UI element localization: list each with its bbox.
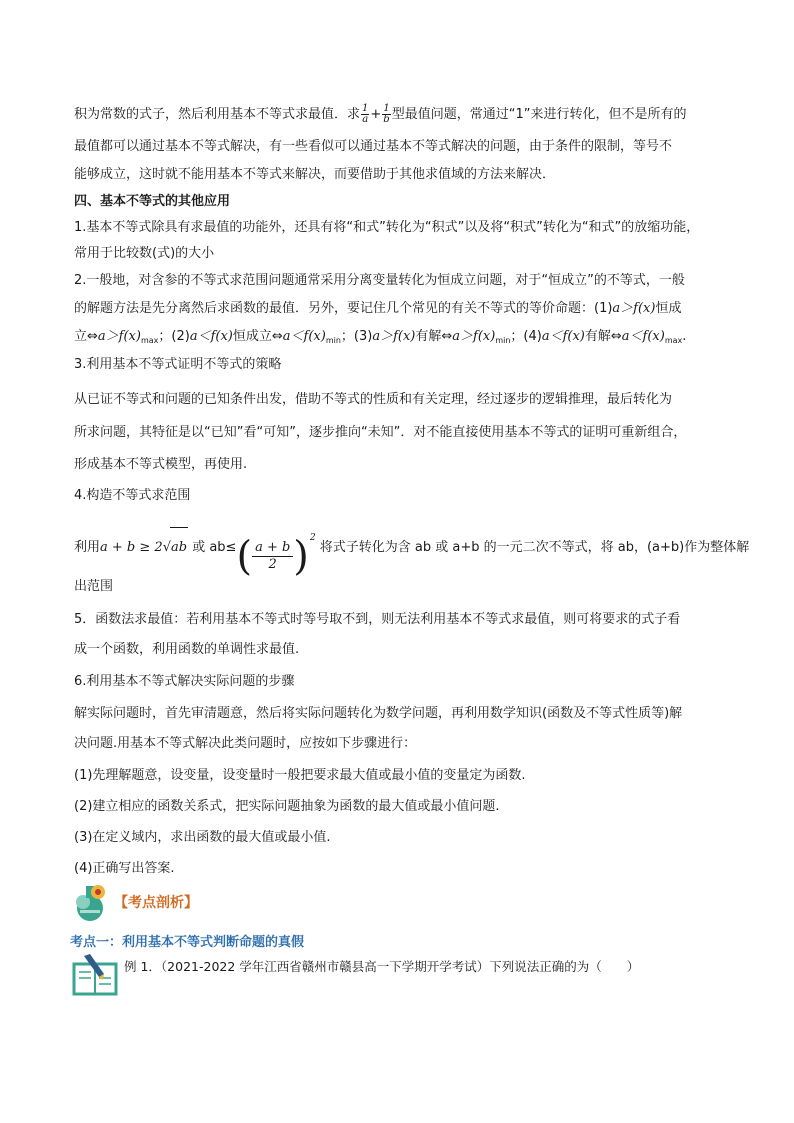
p4-line-2: 出范围 (74, 579, 114, 594)
math-expr: a＞f(x) (612, 301, 656, 316)
subscript: min (325, 336, 341, 345)
math-expr: a＞f(x) (452, 329, 496, 344)
p4-text: 利用 (74, 540, 101, 555)
kaodian-tag: 【考点剖析】 (114, 895, 198, 911)
p2-text: 立⇔ (74, 329, 98, 344)
frac-num: a + b (252, 540, 293, 557)
intro-line-3: 能够成立，这时就不能用基本不等式来解决，而要借助于其他求值域的方法来解决． (74, 167, 556, 182)
intro-line-2: 最值都可以通过基本不等式解决，有一些看似可以通过基本不等式解决的问题，由于条件的限制，等号不 (74, 139, 673, 154)
p2-text: 有解⇔ (415, 329, 453, 344)
p4-title: 4.构造不等式求范围 (74, 488, 191, 503)
frac-den: 2 (268, 557, 277, 572)
subscript: max (664, 336, 683, 345)
p6-line-2: 决问题.用基本不等式解决此类问题时，应按如下步骤进行： (74, 736, 417, 751)
p2-text: 的解题方法是先分离然后求函数的最值．另外，要记住几个常见的有关不等式的等价命题：(1) (74, 301, 613, 316)
fraction-1-over-b (382, 104, 390, 125)
p5-line-2: 成一个函数，利用函数的单调性求最值. (74, 642, 300, 657)
p6-title: 6.利用基本不等式解决实际问题的步骤 (74, 674, 295, 689)
right-paren-icon: ) (293, 533, 309, 580)
p2-line-3 (74, 328, 686, 350)
subscript: max (140, 336, 159, 345)
p3-title: 3.利用基本不等式证明不等式的策略 (74, 357, 282, 372)
p2-text: ；(4) (510, 329, 542, 344)
p3-line-2: 所求问题，其特征是以“已知”看“可知”，逐步推向“未知”．对不能直接使用基本不等式的证明可重新组合， (74, 425, 687, 440)
subscript: min (495, 336, 511, 345)
p2-text: 有解⇔ (584, 329, 622, 344)
section-4-title: 四、基本不等式的其他应用 (74, 194, 231, 209)
p3-line-1: 从已证不等式和问题的已知条件出发，借助不等式的性质和有关定理，经过逐步的逻辑推理，最后转化为 (74, 392, 673, 407)
p5-line-1: 5．函数法求最值：若利用基本不等式时等号取不到，则无法利用基本不等式求最值，则可将要求的式子看 (74, 612, 681, 627)
p2-line-1: 2.一般地，对含参的不等式求范围问题通常采用分离变量转化为恒成立问题，对于“恒成立”的不等式，一般 (74, 273, 685, 288)
p2-text: ；(3) (340, 329, 373, 344)
plus-sign: + (370, 107, 382, 122)
fraction (252, 540, 293, 573)
squared-fraction (236, 518, 316, 580)
p2-text: 恒成立⇔ (232, 329, 283, 344)
step-2: (2)建立相应的函数关系式，把实际问题抽象为函数的最大值或最小值问题. (74, 799, 500, 814)
math-expr: a＜f(x) (541, 329, 585, 344)
p4-text: 将式子转化为含 ab 或 a+b 的一元二次不等式，将 ab，(a+b)作为整体解 (319, 540, 750, 555)
book-pen-icon (72, 952, 118, 996)
frac-den: b (383, 114, 390, 125)
math-expr: a＜f(x) (189, 329, 233, 344)
fraction-1-over-a (361, 104, 369, 125)
p1-line-2: 常用于比较数(式)的大小 (74, 246, 215, 261)
math-expr: a＞f(x) (97, 329, 141, 344)
sqrt-icon: √ (162, 540, 171, 555)
step-3: (3)在定义域内，求出函数的最大值或最小值. (74, 830, 331, 845)
math-expr: a + b ≥ 2 (100, 540, 163, 555)
p2-text: ；(2) (158, 329, 190, 344)
p6-line-1: 解实际问题时，首先审清题意，然后将实际问题转化为数学问题，再利用数学知识(函数及不等式性质等)解 (74, 706, 683, 721)
intro-text-a: 积为常数的式子，然后利用基本不等式求最值．求 (74, 107, 361, 122)
exponent: 2 (309, 533, 316, 543)
frac-den: a (362, 114, 369, 125)
left-paren-icon: ( (236, 533, 253, 580)
p4-text: 或 ab≤ (192, 540, 237, 555)
p1-line-1: 1.基本不等式除具有求最值的功能外，还具有将“和式”转化为“积式”以及将“积式”转化为“和式”的放缩功能， (74, 220, 700, 235)
intro-line-1 (74, 104, 686, 125)
example-1: 例 1．（2021-2022 学年江西省赣州市赣县高一下学期开学考试）下列说法正确的为（ ） (124, 959, 640, 974)
intro-text-b: 型最值问题，常通过“1”来进行转化，但不是所有的 (391, 107, 687, 122)
p2-line-2 (74, 300, 681, 318)
p2-text: 恒成 (655, 301, 682, 316)
frac-num: 1 (383, 103, 390, 114)
frac-num: 1 (362, 103, 369, 114)
math-expr: a＞f(x) (372, 329, 416, 344)
flask-icon (70, 880, 110, 922)
p2-text: . (682, 329, 687, 344)
math-expr: a＜f(x) (282, 329, 326, 344)
p3-line-3: 形成基本不等式模型，再使用. (74, 457, 248, 472)
point-1-heading: 考点一：利用基本不等式判断命题的真假 (70, 935, 305, 950)
step-1: (1)先理解题意，设变量，设变量时一般把要求最大值或最小值的变量定为函数. (74, 768, 526, 783)
p4-line-1 (74, 518, 750, 580)
radicand: ab (170, 527, 188, 568)
step-4: (4)正确写出答案. (74, 861, 175, 876)
math-expr: a＜f(x) (621, 329, 665, 344)
